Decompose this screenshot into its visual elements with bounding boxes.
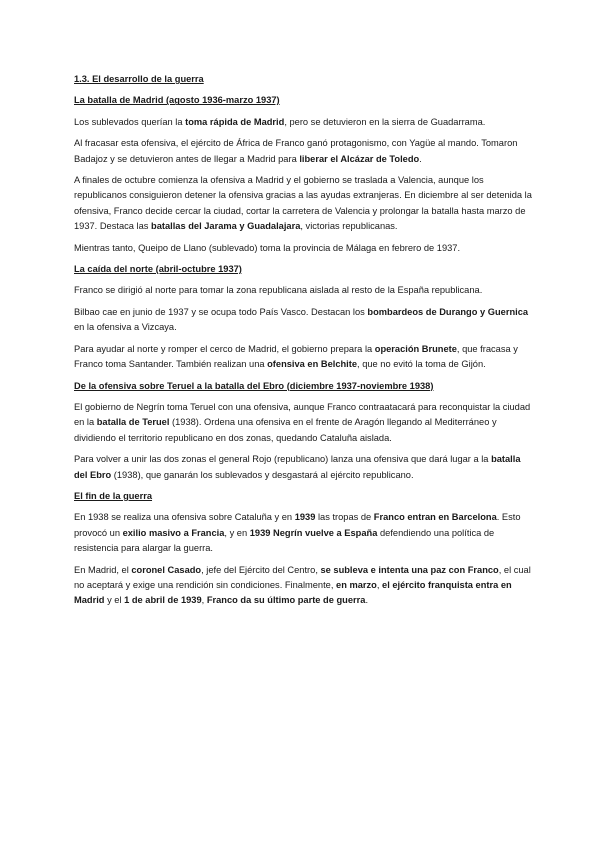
text-run: , que no evitó la toma de Gijón. (357, 359, 486, 370)
paragraph (74, 342, 534, 373)
paragraph (74, 510, 534, 556)
bold-text: liberar el Alcázar de Toledo (299, 153, 420, 164)
bold-text: exilio masivo a Francia (122, 527, 225, 538)
text-run: (1938), que ganarán los sublevados y desgastará al ejército republicano. (111, 469, 414, 480)
paragraph (74, 283, 534, 298)
text-run: . Esto provocó un (74, 512, 521, 538)
text-run: Mientras tanto, Queipo de Llano (sublevado) toma la provincia de Málaga en febrero de 1937. (74, 242, 461, 253)
bold-text: operación Brunete (374, 343, 457, 354)
section-heading: La caída del norte (abril-octubre 1937) (74, 264, 242, 275)
text-run: En Madrid, el (74, 564, 132, 575)
bold-text: toma rápida de Madrid (185, 116, 285, 127)
text-run: El gobierno de Negrín toma Teruel con una ofensiva, aunque Franco contraatacará para reconquistar la ciudad en la (74, 401, 531, 428)
section-heading: La batalla de Madrid (agosto 1936-marzo 1937) (74, 95, 280, 106)
text-run: A finales de octubre comienza la ofensiva a Madrid y el gobierno se traslada a Valencia, aunque los republicanos consiguieron detener la ofensiva gracias a las ayudas extranjeras. En diciembre al ser detenida la ofensiva, Franco decide cercar la ciudad, cortar la carretera de Valencia y prolongar la batalla hasta marzo de 1937. Destaca las (74, 175, 532, 232)
text-run: , victorias republicanas. (300, 221, 398, 232)
bold-text: Franco da su último parte de guerra (206, 595, 366, 606)
text-run: , que fracasa y Franco toma Santander. También realizan una (74, 343, 518, 370)
document-title: 1.3. El desarrollo de la guerra (74, 74, 204, 84)
text-run: , (201, 595, 207, 606)
section-heading: De la ofensiva sobre Teruel a la batalla del Ebro (diciembre 1937-noviembre 1938) (74, 380, 434, 391)
text-run: , jefe del Ejército del Centro, (201, 564, 321, 575)
text-run: Los sublevados querían la (74, 116, 186, 127)
text-run: en la ofensiva a Vizcaya. (74, 322, 177, 333)
bold-text: batalla de Teruel (96, 417, 170, 428)
paragraph (74, 400, 534, 446)
paragraph (74, 173, 534, 235)
text-run: (1938). Ordena una ofensiva en el frente de Aragón llegando al Mediterráneo y dividiendo el territorio republicano en dos zonas, quedando Cataluña aislada. (74, 417, 497, 443)
text-run: las tropas de (315, 512, 374, 523)
paragraph (74, 136, 534, 167)
text-run: Para ayudar al norte y romper el cerco de Madrid, el gobierno prepara la (74, 343, 375, 354)
bold-text: batalla del Ebro (74, 454, 521, 480)
bold-text: coronel Casado (131, 564, 202, 575)
sections-container (74, 93, 534, 608)
text-run: defendiendo una política de resistencia para alargar la guerra. (74, 527, 495, 554)
text-run: Para volver a unir las dos zonas el general Rojo (republicano) lanza una ofensiva que dará lugar a la (74, 454, 492, 465)
text-run: Franco se dirigió al norte para tomar la zona republicana aislada al resto de la España republicana. (74, 285, 483, 296)
bold-text: 1939 Negrín vuelve a España (249, 527, 378, 538)
text-run: , y en (224, 527, 250, 538)
bold-text: ofensiva en Belchite (267, 359, 358, 370)
bold-text: 1 de abril de 1939 (124, 595, 202, 606)
bold-text: en marzo (336, 579, 377, 590)
text-run: Bilbao cae en junio de 1937 y se ocupa todo País Vasco. Destacan los (74, 306, 368, 317)
document-body (74, 72, 534, 615)
section-heading: El fin de la guerra (74, 490, 153, 501)
text-run: En 1938 se realiza una ofensiva sobre Cataluña y en (74, 512, 295, 523)
bold-text: 1939 (294, 512, 316, 523)
text-run: . (365, 595, 369, 606)
bold-text: batallas del Jarama y Guadalajara (151, 221, 301, 232)
paragraph (74, 115, 534, 130)
bold-text: se subleva e intenta una paz con Franco (320, 564, 499, 575)
text-run: Al fracasar esta ofensiva, el ejército de África de Franco ganó protagonismo, con Yagüe al mando. Tomaron Badajoz y se detuvieron antes de llegar a Madrid para (74, 138, 518, 164)
bold-text: bombardeos de Durango y Guernica (367, 306, 529, 317)
bold-text: Franco entran en Barcelona (373, 512, 497, 523)
paragraph (74, 241, 534, 256)
paragraph (74, 452, 534, 483)
text-run: , (376, 579, 383, 590)
bold-text: el ejército franquista entra en Madrid (74, 579, 512, 606)
text-run: , el cual no aceptará y exige una rendición sin condiciones. Finalmente, (74, 564, 531, 590)
paragraph (74, 563, 534, 609)
text-run: y el (104, 595, 125, 606)
text-run: . (419, 153, 422, 164)
text-run: , pero se detuvieron en la sierra de Guadarrama. (284, 116, 486, 127)
paragraph (74, 305, 534, 336)
